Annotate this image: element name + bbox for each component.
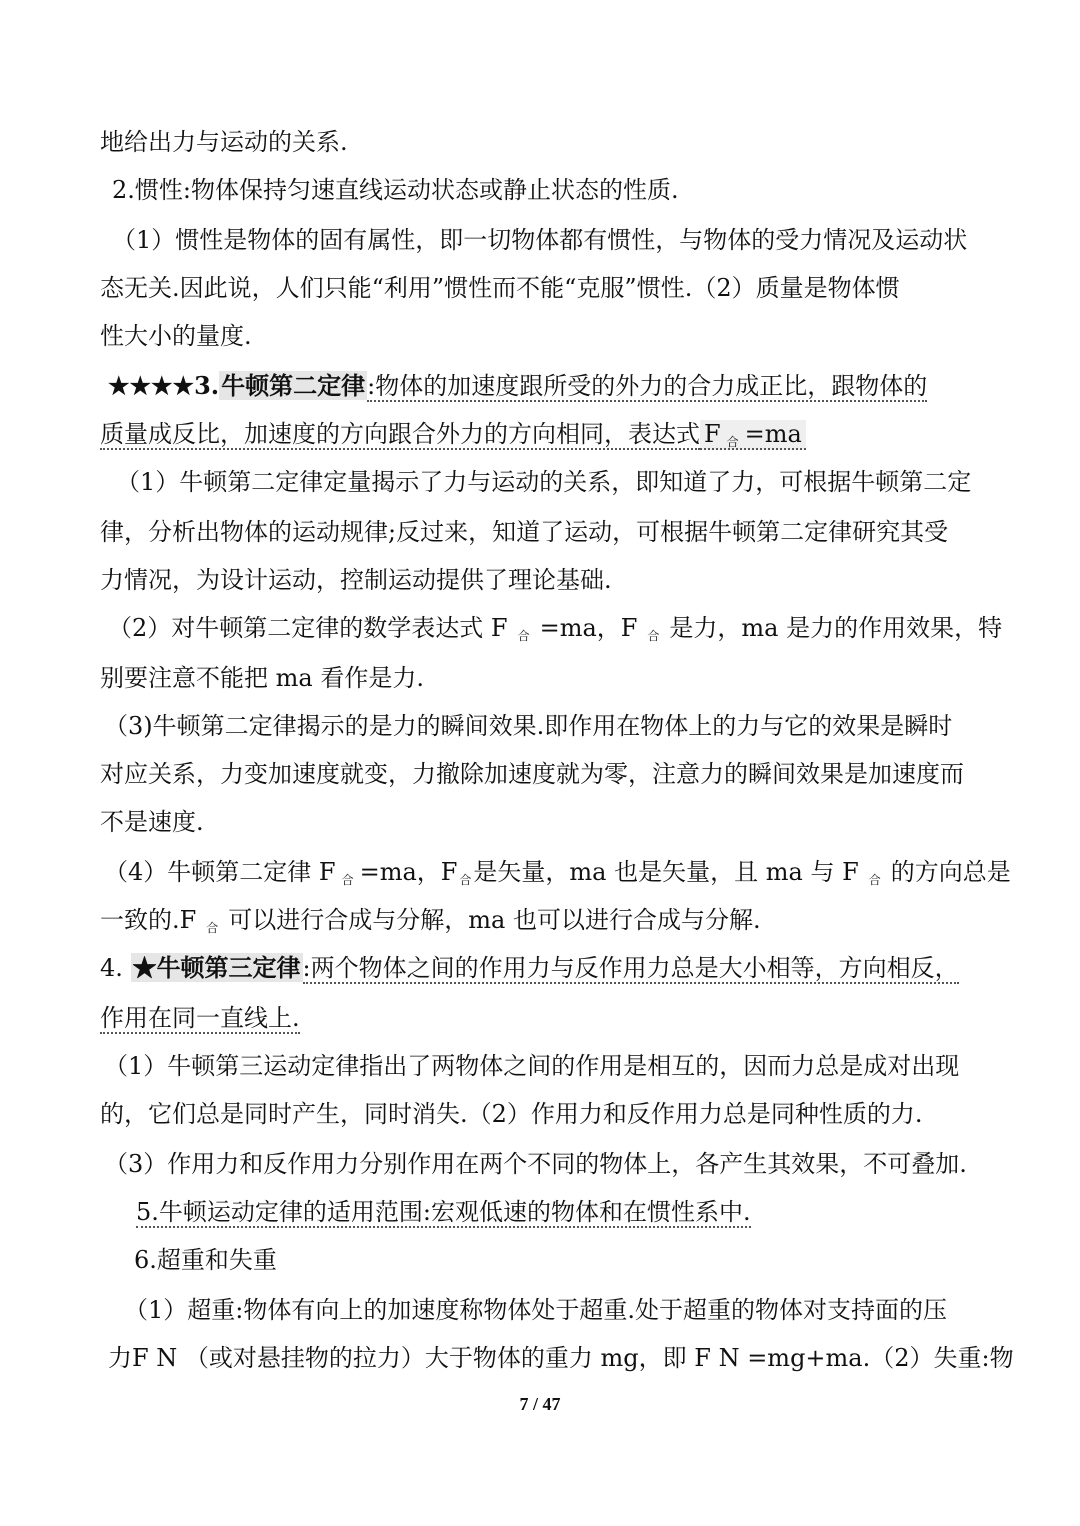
term-highlight: 牛顿第二定律: [221, 371, 366, 400]
text-line: 态无关.因此说，人们只能“利用”惯性而不能“克服”惯性.（2）质量是物体惯: [100, 274, 900, 302]
text-line: 力情况，为设计运动，控制运动提供了理论基础.: [100, 566, 612, 594]
text-line: 2.惯性:物体保持匀速直线运动状态或静止状态的性质.: [112, 176, 679, 204]
formula: F $_合$ =ma: [700, 420, 806, 450]
text-line: 性大小的量度.: [100, 322, 252, 350]
section-heading: 6.超重和失重: [134, 1246, 277, 1274]
text-line: （3）作用力和反作用力分别作用在两个不同的物体上，各产生其效果，不可叠加.: [104, 1150, 967, 1178]
definition-text: 5.牛顿运动定律的适用范围:宏观低速的物体和在惯性系中.: [136, 1198, 751, 1226]
text-line: 地给出力与运动的关系.: [100, 128, 348, 156]
text-line: 对应关系，力变加速度就变，力撤除加速度就为零，注意力的瞬间效果是加速度而: [100, 760, 964, 788]
text-line: 不是速度.: [100, 808, 204, 836]
text-line: 律，分析出物体的运动规律;反过来，知道了运动，可根据牛顿第二定律研究其受: [100, 518, 949, 546]
text-line: 一致的.F $_合$ 可以进行合成与分解，ma 也可以进行合成与分解.: [100, 906, 761, 935]
text-line: [100, 416, 806, 452]
text-line: （4）牛顿第二定律 F $_合$ =ma，F $_合$是矢量，ma 也是矢量，且 ma 与 F $_合$ 的方向总是: [104, 858, 1011, 887]
text-line: （1）超重:物体有向上的加速度称物体处于超重.处于超重的物体对支持面的压: [124, 1296, 947, 1324]
text-line: （1）牛顿第三运动定律指出了两物体之间的作用是相互的，因而力总是成对出现: [104, 1052, 960, 1080]
definition-text: 作用在同一直线上.: [100, 1004, 300, 1032]
text-line: （2）对牛顿第二定律的数学表达式 F $_合$ =ma，F $_合$ 是力，ma 是力的作用效果，特: [108, 614, 1003, 643]
page-number: 7 / 47: [519, 1394, 561, 1414]
definition-text: :两个物体之间的作用力与反作用力总是大小相等，方向相反，: [302, 954, 959, 982]
text-line: [100, 1000, 300, 1036]
term-highlight: ★牛顿第三定律: [132, 953, 301, 982]
text-line: 的，它们总是同时产生，同时消失.（2）作用力和反作用力总是同种性质的力.: [100, 1100, 923, 1128]
text-line: （1）牛顿第二定律定量揭示了力与运动的关系，即知道了力，可根据牛顿第二定: [116, 468, 972, 496]
newton-third-law-heading: 4. ★牛顿第三定律:两个物体之间的作用力与反作用力总是大小相等，方向相反，: [100, 953, 959, 982]
text-line: [136, 1194, 751, 1230]
text-line: （1）惯性是物体的固有属性，即一切物体都有惯性，与物体的受力情况及运动状: [112, 226, 968, 254]
text-line: （3)牛顿第二定律揭示的是力的瞬间效果.即作用在物体上的力与它的效果是瞬时: [104, 712, 953, 740]
definition-text: 质量成反比，加速度的方向跟合外力的方向相同，表达式: [100, 420, 700, 448]
definition-text: :物体的加速度跟所受的外力的合力成正比，跟物体的: [367, 372, 928, 400]
text-line: 别要注意不能把 ma 看作是力.: [100, 664, 424, 692]
newton-second-law-heading: [108, 368, 927, 404]
importance-stars: ★★★★3.: [108, 371, 220, 400]
text-line: 力F N （或对悬挂物的拉力）大于物体的重力 mg，即 F N =mg+ma.（2）失重:物: [108, 1344, 1014, 1372]
